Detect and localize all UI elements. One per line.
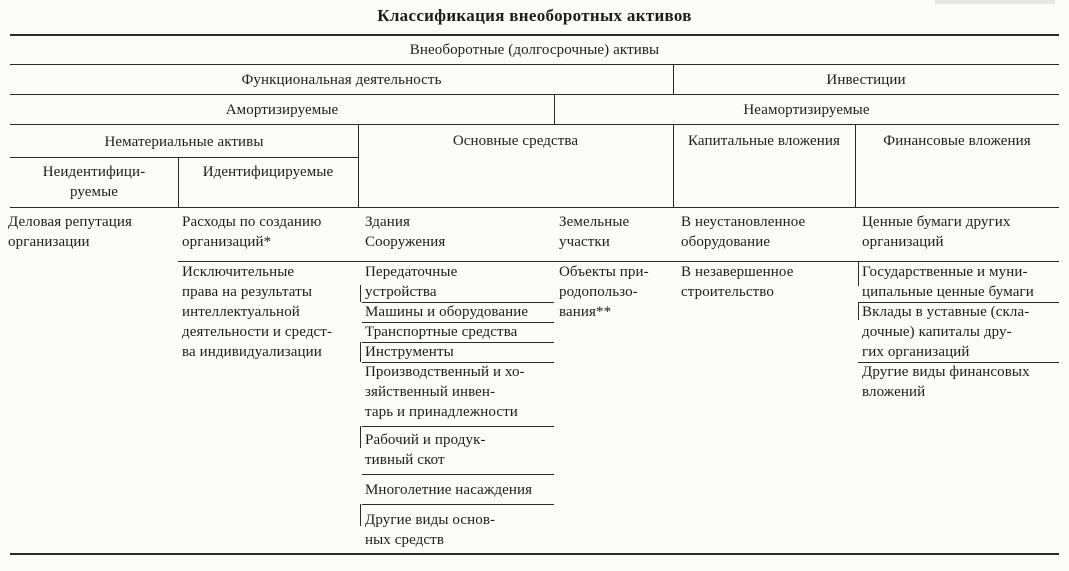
cell-authorized-capital: Вклады в уставные (скла- дочные) капиталы дру- гих организаций <box>862 304 1030 360</box>
rule-row3 <box>10 124 1059 125</box>
header-financial-investments: Финансовые вложения <box>883 133 1031 149</box>
header-functional: Функциональная деятельность <box>241 72 442 88</box>
page-title: Классификация внеоборотных активов <box>377 6 692 25</box>
header-non-amortizable: Неамортизируемые <box>743 102 870 118</box>
cell-org-costs: Расходы по созданию организаций* <box>182 214 322 250</box>
cell-exclusive-rights: Исключительные права на результаты интеллектуальной деятельности и средст- ва индивидуализации <box>182 264 333 360</box>
vrule-fin-tick-1 <box>858 262 859 286</box>
header-identifiable: Идентифицируемые <box>202 164 334 180</box>
rule-header-bottom <box>10 207 1059 208</box>
cell-transmission: Передаточные устройства <box>365 264 458 300</box>
rule-fixed-6 <box>362 474 554 475</box>
rule-fixed-7 <box>362 504 554 505</box>
cell-goodwill: Деловая репутация организации <box>8 214 132 250</box>
cell-other-financial: Другие виды финансовых вложений <box>862 364 1030 400</box>
vrule-fixed-tick-3 <box>360 426 361 448</box>
cell-buildings: Здания Сооружения <box>365 214 446 250</box>
cell-land: Земельные участки <box>559 214 630 250</box>
rule-fixed-5 <box>362 426 554 427</box>
rule-row2 <box>10 94 1059 95</box>
header-root: Внеоборотные (долгосрочные) активы <box>409 42 660 58</box>
cell-perennials: Многолетние насаждения <box>365 482 533 498</box>
cell-livestock: Рабочий и продук- тивный скот <box>365 432 486 468</box>
table-bottom-border <box>10 553 1059 555</box>
cell-nature-objects: Объекты при- родопользо- вания** <box>559 264 649 320</box>
cell-state-securities: Государственные и муни- ципальные ценные бумаги <box>862 264 1034 300</box>
vrule-fixed-tick-2 <box>360 342 361 362</box>
table-top-border <box>10 34 1059 36</box>
vrule-fin-tick-2 <box>858 302 859 320</box>
cell-uninstalled-equipment: В неустановленное оборудование <box>681 214 806 250</box>
header-unidentifiable: Неидентифици- руемые <box>42 164 146 200</box>
rule-row4-intangible <box>10 157 358 158</box>
rule-row1 <box>10 64 1059 65</box>
page-corner-mark <box>935 0 1055 4</box>
cell-other-fixed: Другие виды основ- ных средств <box>365 512 496 548</box>
header-capital-investments: Капитальные вложения <box>688 133 840 149</box>
cell-tools: Инструменты <box>365 344 454 360</box>
cell-unfinished-construction: В незавершенное строительство <box>681 264 794 300</box>
cell-machines: Машины и оборудование <box>365 304 529 320</box>
vrule-fixed-tick-1 <box>360 285 361 302</box>
header-investments: Инвестиции <box>826 72 906 88</box>
header-fixed-assets: Основные средства <box>452 133 579 149</box>
cell-vehicles: Транспортные средства <box>365 324 518 340</box>
cell-inventory: Производственный и хо- зяйственный инвен- тарь и принадлежности <box>365 364 525 420</box>
header-intangible: Нематериальные активы <box>104 134 264 150</box>
header-amortizable: Амортизируемые <box>225 102 339 118</box>
vrule-fixed-tick-4 <box>360 504 361 526</box>
cell-securities-other: Ценные бумаги других организаций <box>862 214 1011 250</box>
